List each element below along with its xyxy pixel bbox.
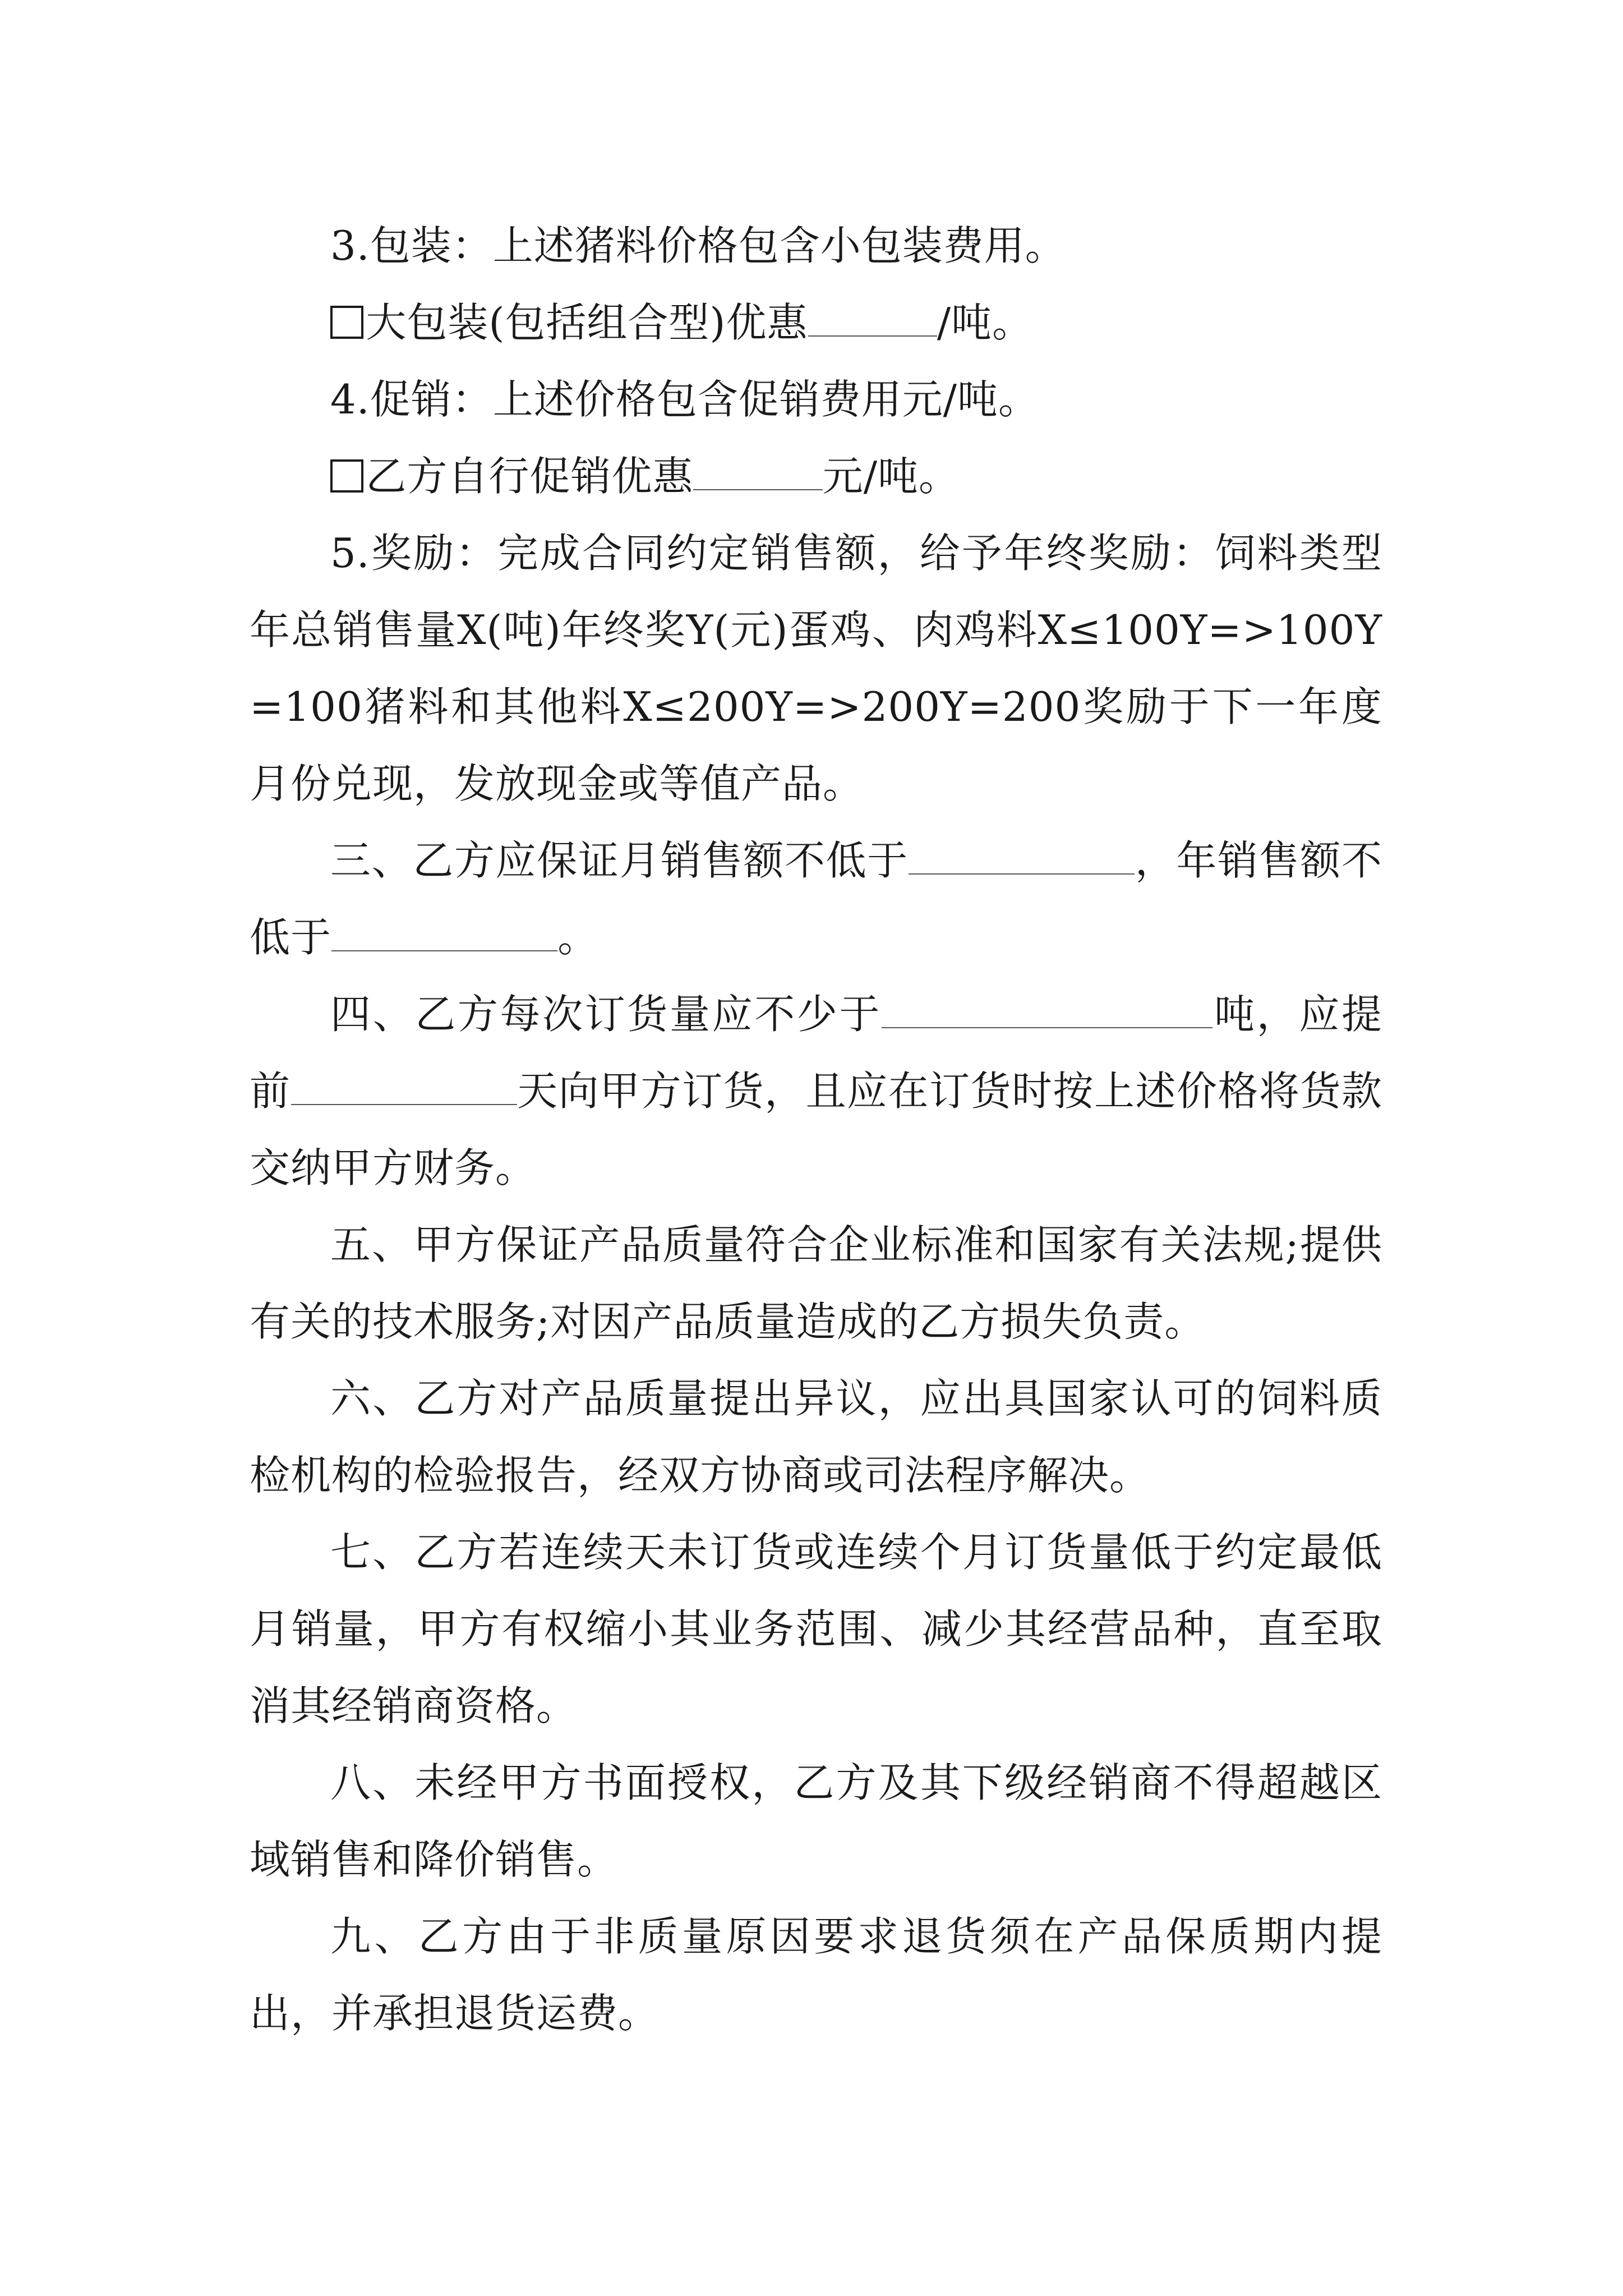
checkbox-self-promotion[interactable] [330, 459, 363, 493]
clause-three-text-b: ，年销售额不低于 [250, 837, 1382, 961]
clause-three-sales-minimum [250, 822, 1382, 976]
contract-page [250, 208, 1382, 2052]
blank-order-lead-days[interactable] [291, 1068, 517, 1105]
option-bulk-packaging-text: 大包装(包括组合型)优惠 [366, 299, 808, 346]
clause-four-text-a: 四、乙方每次订货量应不少于 [330, 991, 882, 1038]
clause-promotion [250, 361, 1382, 438]
clause-six-text: 六、乙方对产品质量提出异议，应出具国家认可的饲料质检机构的检验报告，经双方协商或司法程序解决。 [250, 1375, 1382, 1499]
blank-promotion-discount[interactable] [693, 453, 822, 490]
clause-seven-text: 七、乙方若连续天未订货或连续个月订货量低于约定最低月销量，甲方有权缩小其业务范围、减少其经营品种，直至取消其经销商资格。 [250, 1529, 1382, 1729]
option-bulk-packaging [250, 284, 1382, 361]
clause-five-text: 五、甲方保证产品质量符合企业标准和国家有关法规;提供有关的技术服务;对因产品质量造成的乙方损失负责。 [250, 1221, 1382, 1345]
clause-six-dispute [250, 1360, 1382, 1514]
clause-seven-termination [250, 1514, 1382, 1745]
option-self-promotion-unit: 元/吨。 [822, 453, 960, 500]
option-bulk-packaging-unit: /吨。 [937, 299, 1034, 346]
checkbox-bulk-packaging[interactable] [330, 306, 363, 339]
clause-five-quality [250, 1207, 1382, 1360]
clause-three-text-c: 。 [557, 914, 599, 961]
blank-annual-sales[interactable] [331, 914, 557, 951]
clause-nine-returns [250, 1898, 1382, 2052]
clause-eight-text: 八、未经甲方书面授权，乙方及其下级经销商不得超越区域销售和降价销售。 [250, 1759, 1382, 1883]
clause-nine-text: 九、乙方由于非质量原因要求退货须在产品保质期内提出，并承担退货运费。 [250, 1913, 1382, 2037]
option-self-promotion-text: 乙方自行促销优惠 [366, 453, 694, 500]
blank-monthly-sales[interactable] [909, 837, 1135, 875]
blank-order-quantity[interactable] [882, 991, 1212, 1028]
clause-promotion-text: 4.促销：上述价格包含促销费用元/吨。 [330, 376, 1039, 423]
clause-three-text-a: 三、乙方应保证月销售额不低于 [330, 837, 909, 884]
clause-four-text-b: 吨，应提前 [250, 991, 1382, 1115]
clause-reward [250, 515, 1382, 822]
clause-four-text-c: 天向甲方订货，且应在订货时按上述价格将货款交纳甲方财务。 [250, 1068, 1382, 1191]
clause-reward-text: 5.奖励：完成合同约定销售额，给予年终奖励：饲料类型年总销售量X(吨)年终奖Y(元)蛋鸡、肉鸡料X≤100Y=>100Y=100猪料和其他料X≤200Y=>200Y=200奖励于下一年度月份兑现，发放现金或等值产品。 [250, 530, 1382, 807]
option-self-promotion [250, 438, 1382, 515]
clause-four-order [250, 976, 1382, 1207]
clause-packaging [250, 208, 1382, 284]
clause-packaging-text: 3.包装：上述猪料价格包含小包装费用。 [330, 222, 1066, 269]
clause-eight-territory [250, 1745, 1382, 1898]
blank-bulk-discount[interactable] [808, 299, 937, 337]
